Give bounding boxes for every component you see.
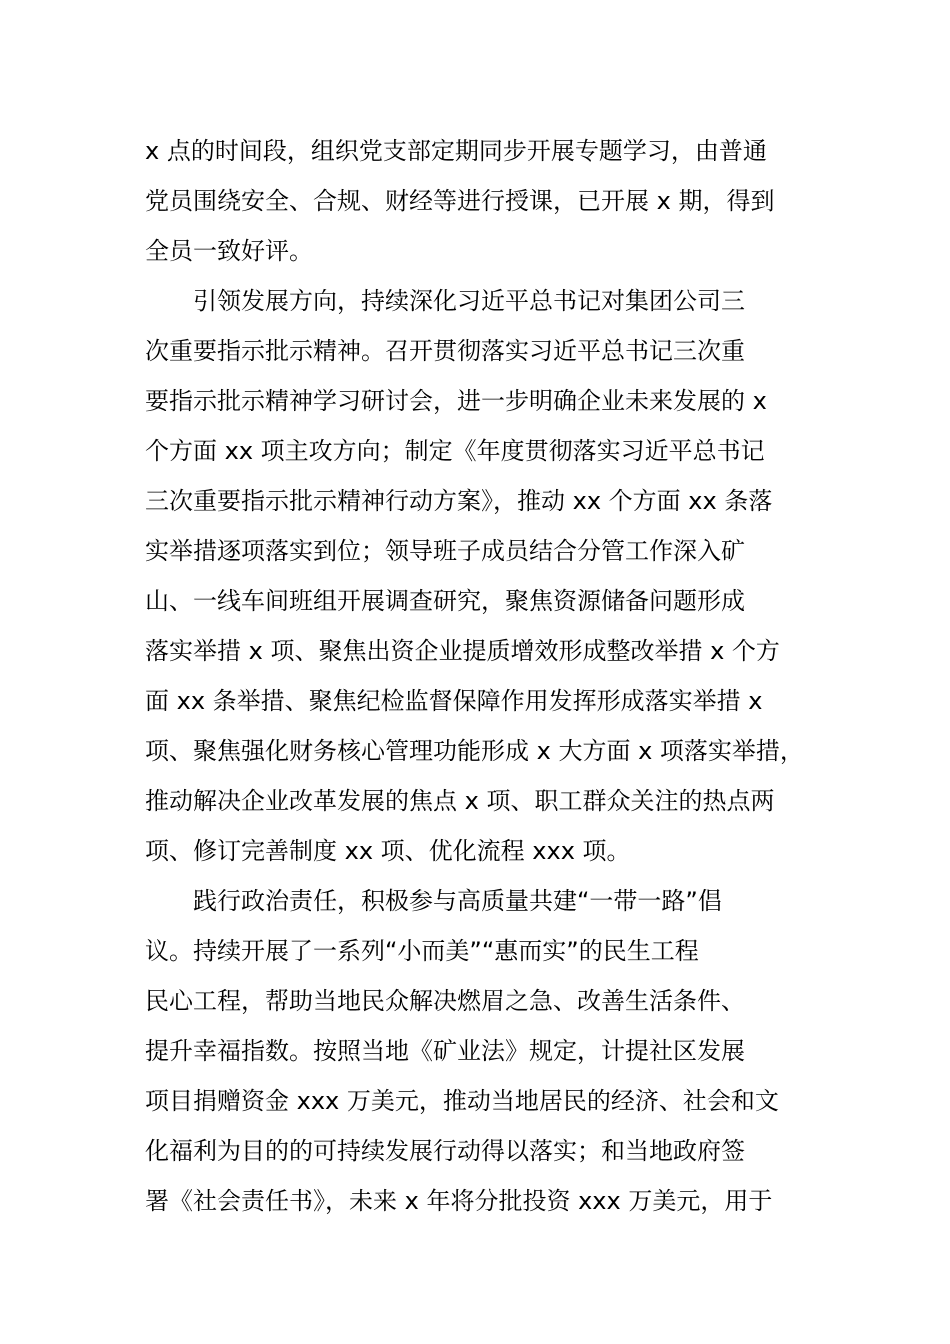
text-line: 提升幸福指数。按照当地《矿业法》规定，计提社区发展 [145, 1037, 745, 1065]
text-line: 次重要指示批示精神。召开贯彻落实习近平总书记三次重 [145, 337, 745, 365]
text-line: 化福利为目的的可持续发展行动得以落实；和当地政府签 [145, 1137, 745, 1165]
text-line: 个方面 xx 项主攻方向；制定《年度贯彻落实习近平总书记 [145, 437, 765, 465]
text-line: x 点的时间段，组织党支部定期同步开展专题学习，由普通 [145, 137, 767, 165]
text-line: 面 xx 条举措、聚焦纪检监督保障作用发挥形成落实举措 x [145, 687, 763, 715]
text-line: 党员围绕安全、合规、财经等进行授课，已开展 x 期，得到 [145, 187, 775, 215]
paragraph-first-line: 践行政治责任，积极参与高质量共建“一带一路”倡 [193, 887, 722, 915]
text-line: 实举措逐项落实到位；领导班子成员结合分管工作深入矿 [145, 537, 745, 565]
text-line: 山、一线车间班组开展调查研究，聚焦资源储备问题形成 [145, 587, 745, 615]
text-line: 项、聚焦强化财务核心管理功能形成 x 大方面 x 项落实举措， [145, 737, 804, 765]
paragraph-first-line: 引领发展方向，持续深化习近平总书记对集团公司三 [193, 287, 745, 315]
text-line: 要指示批示精神学习研讨会，进一步明确企业未来发展的 x [145, 387, 767, 415]
text-line: 项、修订完善制度 xx 项、优化流程 xxx 项。 [145, 837, 631, 865]
text-line: 落实举措 x 项、聚焦出资企业提质增效形成整改举措 x 个方 [145, 637, 780, 665]
text-line: 民心工程，帮助当地民众解决燃眉之急、改善生活条件、 [145, 987, 745, 1015]
text-line: 署《社会责任书》，未来 x 年将分批投资 xxx 万美元，用于 [145, 1187, 773, 1215]
body-text [145, 126, 810, 1226]
text-line: 推动解决企业改革发展的焦点 x 项、职工群众关注的热点两 [145, 787, 775, 815]
text-line: 议。持续开展了一系列“小而美”“惠而实”的民生工程 [145, 937, 699, 965]
text-line: 三次重要指示批示精神行动方案》，推动 xx 个方面 xx 条落 [145, 487, 773, 515]
text-line: 全员一致好评。 [145, 237, 313, 265]
text-line: 项目捐赠资金 xxx 万美元，推动当地居民的经济、社会和文 [145, 1087, 779, 1115]
